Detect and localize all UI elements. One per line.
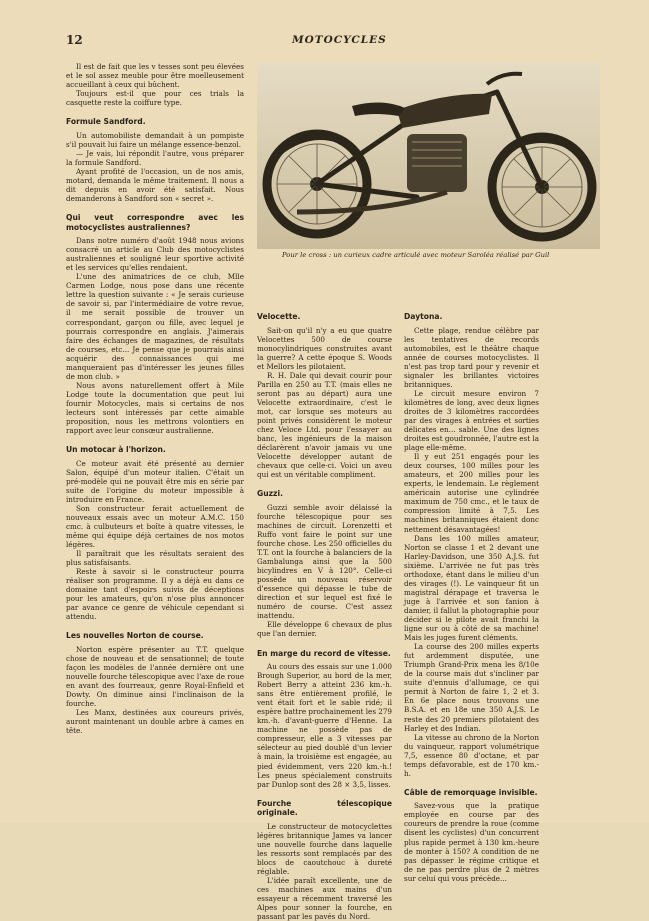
paragraph: Nous avons naturellement offert à Mile Lodge toute la documentation que peut lui fournir Motocycles, mais si certains de nos lecteurs sont intéressés par cette aimable proposition, nous les mettrons volontiers en rapport avec leur consœur australienne.	[66, 380, 244, 436]
section-title: Velocette.	[257, 312, 301, 321]
paragraph: Sait-on qu'il n'y a eu que quatre Velocettes 500 de course monocylindriques construites avant la guerre? A cette époque S. Woods et Mellors les pilotaient.	[257, 325, 392, 371]
paragraph: La course des 200 milles experts fut ardemment disputée, une Triumph Grand-Prix mena les 8/10e de la course mais dut s'incliner par suite d'ennuis d'allumage, ce qui permit à Norton de faire 1, 2 et 3. En 6e place nous trouvons une B.S.A. et en 18e une 350 A.J.S. Le reste des 20 premiers pilotaient des Harley et des Indian.	[404, 642, 539, 733]
paragraph: Cette plage, rendue célèbre par les tentatives de records automobiles, est le théâtre chaque année de courses motocyclistes. Il n'est pas trop tard pour y revenir et signaler les brillantes victoires britanniques.	[404, 325, 539, 389]
paragraph: Guzzi semble avoir délaissé la fourche télescopique pour ses machines de circuit. Lorenzetti et Ruffo vont faire le point sur une fourche chose. Les 250 officielles du T.T. ont la fourche à balanciers de la Gambalunga ainsi que la 500 bicylindres en V à 120°. Celle-ci possède un nouveau réservoir d'essence qui dépasse le tube de direction et sur lequel est fixé le numéro de course. C'est assez inattendu.	[257, 502, 392, 621]
section-title: En marge du record de vitesse.	[257, 648, 391, 658]
section-title: Formule Sandford.	[66, 117, 146, 127]
paragraph: Dans notre numéro d'août 1948 nous avions consacré un article au Club des motocyclistes australiennes et souligné leur sportive activité et les services qu'elles rendaient.	[66, 236, 244, 273]
page-number: 12	[66, 33, 83, 47]
photo-caption: Pour le cross : un curieux cadre articulé avec moteur Saroléa réalisé par Guil	[282, 251, 550, 259]
paragraph: — Je vais, lui répondit l'autre, vous préparer la formule Sandford.	[66, 148, 244, 167]
paragraph: L'une des animatrices de ce club, Mlle Carmen Lodge, nous pose dans une récente lettre la question suivante : « Je serais curieuse de savoir si, par l'intermédiaire de votre revue, il me serait possible de trouver un correspondant, garçon ou fille, avec lequel je pourrais correspondre en anglais. J'aimerais faire des échanges de magazines, de résultats de courses, etc... Je pense que je pourrais ainsi acquérir des connaissances qui me manqueraient pas d'intéresser les jeunes filles de mon club. »	[66, 272, 244, 381]
paragraph: R. H. Dale qui devait courir pour Parilla en 250 au T.T. (mais elles ne seront pas au départ) aura une Velocette extraordinaire, c'est le mot, car lorsque ses moteurs au point privés considèrent le moteur chez Veloce Ltd. pour l'essayer au banc, les ingénieurs de la maison déclarèrent n'avoir jamais vu une Velocette développer autant de chevaux que celle-ci. Voici un aveu qui est un véritable compliment.	[257, 370, 392, 480]
intro-paragraph: Il est de fait que les v tesses sont peu élevées et le sol assez meuble pour être moelleusement accueillant à ceux qui bûchent.	[66, 62, 244, 90]
section-title: Guzzi.	[257, 489, 283, 499]
paragraph: Ayant profité de l'occasion, un de nos amis, motard, demanda le même traitement. Il nous a dit depuis en avoir été satisfait. Nous demanderons à Sandford son « secret ».	[66, 166, 244, 204]
column-left	[66, 62, 244, 735]
paragraph: Au cours des essais sur une 1.000 Brough Superior, au bord de la mer, Robert Berry a atteint 236 km.-h. sans être entièrement profilé, le vent était fort et le sable ridé; il espère battre prochainement les 279 km.-h. d'avant-guerre d'Henne. La machine ne possède pas de compresseur, elle a 3 vitesses par sélecteur au pied doublé d'un levier à main, la troisième est engagée, au pied évidemment, vers 220 km.-h.! Les pneus spécialement construits par Dunlop sont des 28 × 3,5, lisses.	[257, 662, 393, 789]
column-middle	[257, 302, 392, 921]
running-head: MOTOCYCLES	[292, 34, 387, 46]
paragraph: Il paraîtrait que les résultats seraient des plus satisfaisants.	[66, 549, 244, 568]
paragraph: Ce moteur avait été présenté au dernier Salon, équipé d'un moteur italien. C'était un pré-modèle qui ne pouvait être mis en série par suite de l'origine du moteur impossible à introduire en France.	[66, 458, 244, 504]
intro-paragraph: Toujours est-il que pour ces trials la casquette reste la coiffure type.	[66, 89, 244, 108]
section-title: Daytona.	[404, 312, 443, 321]
paragraph: Le circuit mesure environ 7 kilomètres de long, avec deux lignes droites de 3 kilomètres raccordées par des virages à entrées et sorties délicates en... sable. Une des lignes droites est goudronnée, l'autre est la plage elle-même.	[404, 388, 539, 453]
section-title: Qui veut correspondre avec les motocyclistes australiennes?	[66, 213, 244, 232]
paragraph: Dans les 100 milles amateur, Norton se classe 1 et 2 devant une Harley-Davidson, une 350 A.J.S. fut sixième. L'arrivée ne fut pas très orthodoxe, étant dans le milieu d'un des virages (!). Le vainqueur fit un magistral dérapage et traversa le juge à l'arrivée et son fanion à damier, il fallut la photographie pour décider si le pilote avait franchi la ligne sur ou à côté de sa machine! Mais les juges furent cléments.	[404, 533, 539, 643]
section-title: Câble de remorquage invisible.	[404, 787, 538, 797]
paragraph: Norton espère présenter au T.T. quelque chose de nouveau et de sensationnel; de toute façon les modèles de l'année dernière ont une nouvelle fourche télescopique avec l'axe de roue en avant des fourreaux, genre Royal-Enfield et Dowty. On diminue ainsi l'inclinaison de la fourche.	[66, 644, 244, 709]
motorcycle-illustration	[257, 62, 600, 249]
paragraph: Reste à savoir si le constructeur pourra réaliser son programme. Il y a déjà eu dans ce domaine tant d'espoirs suivis de déceptions pour les amateurs, qu'on n'ose plus annoncer par avance ce genre de véhicule cependant si attendu.	[66, 567, 244, 622]
paragraph: Savez-vous que la pratique employée en course par des coureurs de prendre la roue (comme disent les cyclistes) d'un concurrent plus rapide permet à 130 km.-heure de monter à 150? A condition de ne pas dépasser le régime critique et de ne pas perdre plus de 2 mètres sur celui qui vous précède...	[404, 801, 539, 883]
section-title: Les nouvelles Norton de course.	[66, 631, 204, 641]
paragraph: Son constructeur ferait actuellement de nouveaux essais avec un moteur A.M.C. 150 cmc. à culbuteurs et boîte à quatre vitesses, le même qui équipe déjà certaines de nos motos légères.	[66, 503, 244, 550]
column-right	[404, 302, 539, 883]
paragraph: Un automobiliste demandait à un pompiste s'il pouvait lui faire un mélange essence-benzol.	[66, 130, 244, 149]
section-title: Fourche télescopique originale.	[257, 798, 392, 818]
paragraph: La vitesse au chrono de la Norton du vainqueur, rapport volumétrique 7,5, essence 80 d'octane, et par temps défavorable, est de 170 km.-h.	[404, 732, 539, 778]
paragraph: Le constructeur de motocyclettes légères britannique James va lancer une nouvelle fourche dans laquelle les ressorts sont remplacés par des blocs de caoutchouc à dureté réglable.	[257, 821, 392, 876]
motorcycle-photo-icon	[257, 62, 600, 249]
section-title: Un motocar à l'horizon.	[66, 445, 166, 455]
paragraph: L'idée paraît excellente, une de ces machines aux mains d'un essayeur a récemment traversé les Alpes pour sonner la fourche, en passant par les pavés du Nord.	[257, 875, 392, 921]
paragraph: Il y eut 251 engagés pour les deux courses, 100 milles pour les amateurs, et 200 milles pour les experts, le lendemain. Le règlement américain autorise une cylindrée maximum de 750 cmc., et le taux de compression limité à 7,5. Les machines britanniques étaient donc nettement désavantagées!	[404, 452, 539, 534]
paragraph: Elle développe 6 chevaux de plus que l'an dernier.	[257, 620, 392, 639]
paragraph: Les Manx, destinées aux coureurs privés, auront maintenant un double arbre à cames en tête.	[66, 708, 244, 736]
